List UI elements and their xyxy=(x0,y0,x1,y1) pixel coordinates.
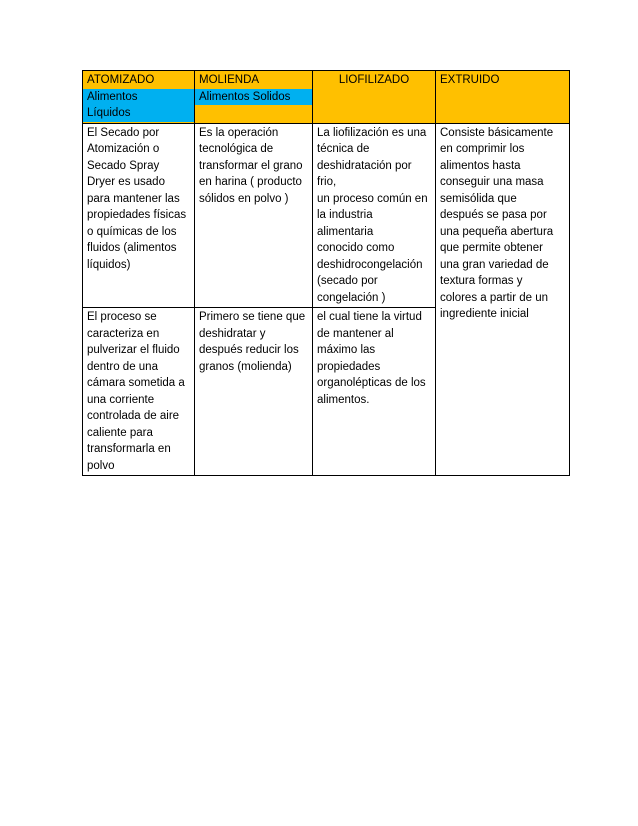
header-cell-extruido xyxy=(436,71,570,124)
cell-molienda-1: Es la operación tecnológica de transformar el grano en harina ( producto sólidos en polvo ) xyxy=(195,123,313,308)
header-cell-liofilizado xyxy=(313,71,436,124)
cell-atomizado-1: El Secado por Atomización o Secado Spray Dryer es usado para mantener las propiedades físicas o químicas de los fluidos (alimentos líquidos) xyxy=(83,123,195,308)
cell-liofilizado-2: el cual tiene la virtud de mantener al máximo las propiedades organolépticas de los alimentos. xyxy=(313,308,436,476)
subheader-liquidos: Alimentos Líquidos xyxy=(83,89,194,122)
cell-atomizado-2: El proceso se caracteriza en pulverizar el fluido dentro de una cámara sometida a una corriente controlada de aire caliente para transformarla en polvo xyxy=(83,308,195,476)
header-label-atomizado: ATOMIZADO xyxy=(87,74,155,86)
header-label-extruido: EXTRUIDO xyxy=(440,74,500,86)
header-row xyxy=(83,71,570,124)
cell-molienda-2: Primero se tiene que deshidratar y después reducir los granos (molienda) xyxy=(195,308,313,476)
table-row xyxy=(83,123,570,308)
cell-liofilizado-1: La liofilización es una técnica de deshidratación por frio, un proceso común en la industria alimentaria conocido como deshidrocongelación (secado por congelación ) xyxy=(313,123,436,308)
header-label-liofilizado: LIOFILIZADO xyxy=(338,74,410,86)
cell-extruido: Consiste básicamente en comprimir los alimentos hasta conseguir una masa semisólida que después se pasa por una pequeña abertura que permite obtener una gran variedad de textura formas y colores a partir de un ingrediente inicial xyxy=(436,123,570,476)
header-cell-molienda xyxy=(195,71,313,124)
header-cell-atomizado xyxy=(83,71,195,124)
subheader-solidos: Alimentos Solidos xyxy=(195,89,312,106)
header-label-molienda: MOLIENDA xyxy=(199,74,260,86)
comparison-table xyxy=(82,70,570,476)
